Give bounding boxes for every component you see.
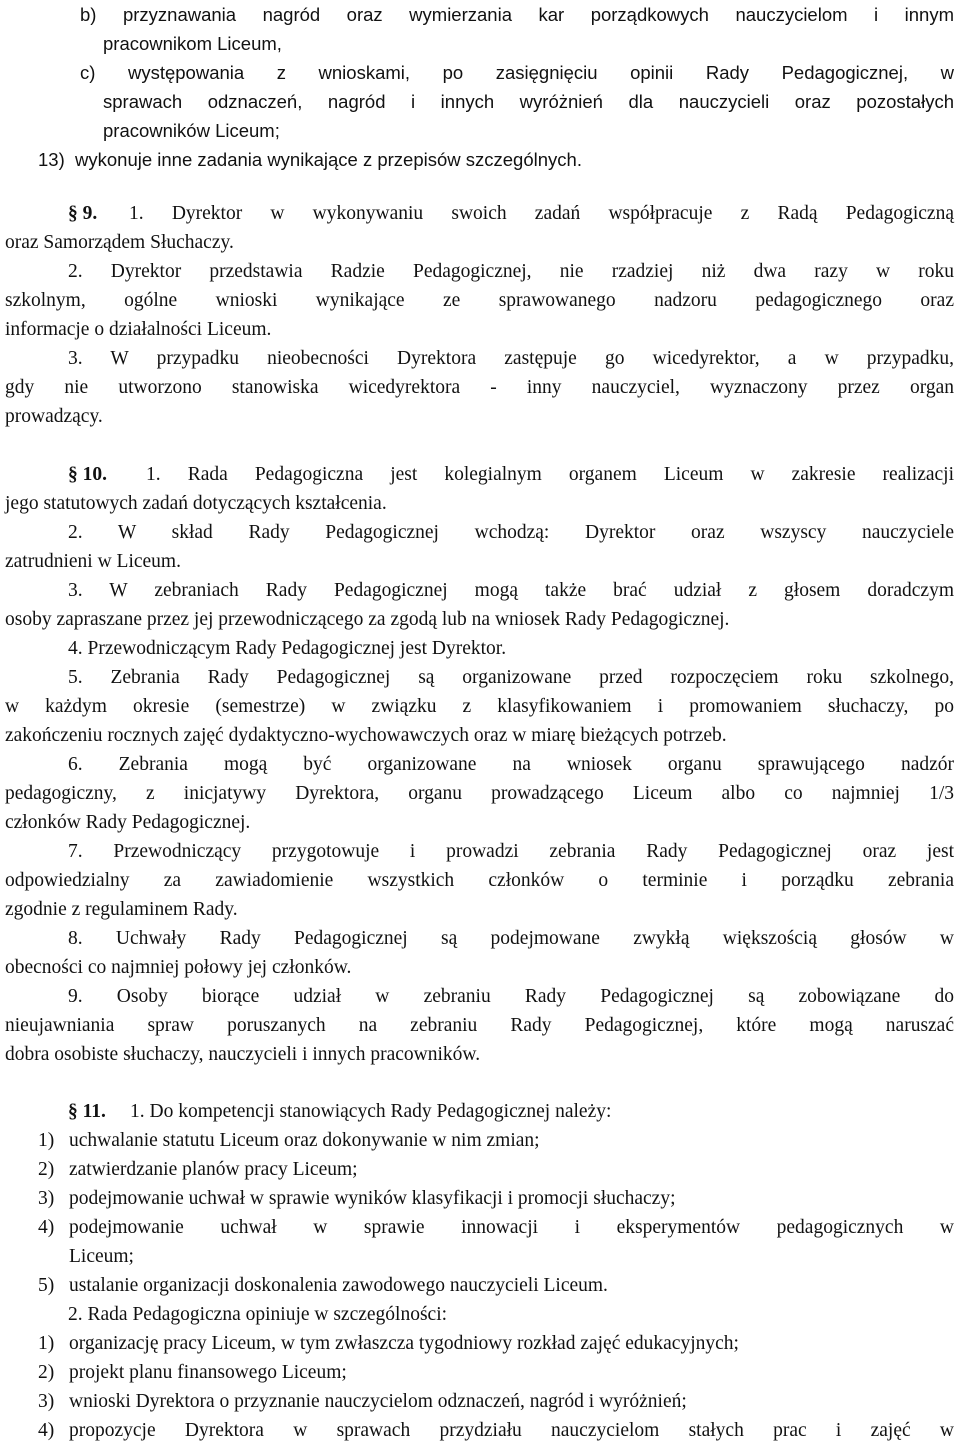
list-1-item-2-text: zatwierdzanie planów pracy Liceum; [69,1159,358,1180]
section-10-point-6-line-1: 6. Zebrania mogą być organizowane na wniosek organu sprawującego nadzór [68,754,954,775]
list-1-item-1-number: 1) [38,1130,55,1151]
section-10-point-8-line-2: obecności co najmniej połowy jej członków. [5,957,352,978]
section-9-point-1-line-1: 1. Dyrektor w wykonywaniu swoich zadań współpracuje z Radą Pedagogiczną [129,203,954,224]
section-10-point-9-line-1: 9. Osoby biorące udział w zebraniu Rady Pedagogicznej są zobowiązane do [68,986,954,1007]
list-2-item-2-text: projekt planu finansowego Liceum; [69,1362,347,1383]
p8-c-line-1: c) występowania z wnioskami, po zasięgnięciu opinii Rady Pedagogicznej, w [80,62,954,83]
section-10-point-2-line-2: zatrudnieni w Liceum. [5,551,181,572]
section-9-point-3-line-1: 3. W przypadku nieobecności Dyrektora zastępuje go wicedyrektor, a w przypadku, [68,348,954,369]
section-9-point-3-line-2: gdy nie utworzono stanowiska wicedyrektora - inny nauczyciel, wyznaczony przez organ [5,377,954,398]
p8-c-line-2: sprawach odznaczeń, nagród i innych wyróżnień dla nauczycieli oraz pozostałych [103,91,954,112]
section-10-point-1-line-2: jego statutowych zadań dotyczących kształcenia. [5,493,387,514]
section-10-point-7-line-1: 7. Przewodniczący przygotowuje i prowadzi zebrania Rady Pedagogicznej oraz jest [68,841,954,862]
section-10-point-5-line-3: zakończeniu rocznych zajęć dydaktyczno-wychowawczych oraz w miarę bieżących potrzeb. [5,725,727,746]
list-2-item-4-text: propozycje Dyrektora w sprawach przydziału nauczycielom stałych prac i zajęć w [69,1420,954,1441]
section-9-point-1-line-2: oraz Samorządem Słuchaczy. [5,232,234,253]
section-10-point-2-line-1: 2. W skład Rady Pedagogicznej wchodzą: Dyrektor oraz wszyscy nauczyciele [68,522,954,543]
p8-item-13-number: 13) [38,149,65,170]
list-1-item-4-text-line-1: podejmowanie uchwał w sprawie innowacji i eksperymentów pedagogicznych w [69,1217,954,1238]
section-10-point-7-line-3: zgodnie z regulaminem Rady. [5,899,238,920]
list-2-item-3-number: 3) [38,1391,55,1412]
section-10-point-9-line-2: nieujawniania spraw poruszanych na zebraniu Rady Pedagogicznej, które mogą naruszać [5,1015,954,1036]
list-2-item-3-text: wnioski Dyrektora o przyznanie nauczycielom odznaczeń, nagród i wyróżnień; [69,1391,687,1412]
list-2-item-1-number: 1) [38,1333,55,1354]
list-2-item-1-text: organizację pracy Liceum, w tym zwłaszcza tygodniowy rozkład zajęć edukacyjnych; [69,1333,739,1354]
list-1-item-4-number: 4) [38,1217,55,1238]
list-2-item-2-number: 2) [38,1362,55,1383]
p8-item-13-text: wykonuje inne zadania wynikające z przepisów szczególnych. [75,149,582,170]
list-1-item-3-text: podejmowanie uchwał w sprawie wyników klasyfikacji i promocji słuchaczy; [69,1188,676,1209]
section-10-point-5-line-1: 5. Zebrania Rady Pedagogicznej są organizowane przed rozpoczęciem roku szkolnego, [68,667,954,688]
section-10-point-6-line-2: pedagogiczny, z inicjatywy Dyrektora, organu prowadzącego Liceum albo co najmniej 1/3 [5,783,954,804]
section-10-point-8-line-1: 8. Uchwały Rady Pedagogicznej są podejmowane zwykłą większością głosów w [68,928,954,949]
section-10-point-6-line-3: członków Rady Pedagogicznej. [5,812,251,833]
list-1-item-5-number: 5) [38,1275,55,1296]
section-10-point-7-line-2: odpowiedzialny za zawiadomienie wszystkich członków o terminie i porządku zebrania [5,870,954,891]
section-9-point-2-line-1: 2. Dyrektor przedstawia Radzie Pedagogicznej, nie rzadziej niż dwa razy w roku [68,261,954,282]
section-9-point-3-line-3: prowadzący. [5,406,103,427]
section-9-point-2-line-2: szkolnym, ogólne wnioski wynikające ze sprawowanego nadzoru pedagogicznego oraz [5,290,954,311]
section-11-heading: § 11. [68,1101,106,1122]
section-11-point-2: 2. Rada Pedagogiczna opiniuje w szczególności: [68,1304,448,1325]
list-1-item-5-text: ustalanie organizacji doskonalenia zawodowego nauczycieli Liceum. [69,1275,608,1296]
section-10-point-3-line-2: osoby zapraszane przez jej przewodniczącego za zgodą lub na wniosek Rady Pedagogicznej. [5,609,730,630]
list-1-item-3-number: 3) [38,1188,55,1209]
section-9-point-2-line-3: informacje o działalności Liceum. [5,319,272,340]
section-10-heading: § 10. [68,464,107,485]
section-10-point-1-line-1: 1. Rada Pedagogiczna jest kolegialnym organem Liceum w zakresie realizacji [146,464,954,485]
list-1-item-1-text: uchwalanie statutu Liceum oraz dokonywanie w nim zmian; [69,1130,540,1151]
section-10-point-3-line-1: 3. W zebraniach Rady Pedagogicznej mogą także brać udział z głosem doradczym [68,580,954,601]
section-10-point-4: 4. Przewodniczącym Rady Pedagogicznej jest Dyrektor. [68,638,507,659]
p8-b-line-2: pracownikom Liceum, [103,33,282,54]
section-9-heading: § 9. [68,203,98,224]
section-11-point-1: 1. Do kompetencji stanowiących Rady Pedagogicznej należy: [130,1101,612,1122]
section-10-point-5-line-2: w każdym okresie (semestrze) w związku z klasyfikowaniem i promowaniem słuchaczy, po [5,696,954,717]
list-1-item-4-text-line-2: Liceum; [69,1246,134,1267]
p8-b-line-1: b) przyznawania nagród oraz wymierzania kar porządkowych nauczycielom i innym [80,4,954,25]
section-10-point-9-line-3: dobra osobiste słuchaczy, nauczycieli i innych pracowników. [5,1044,481,1065]
list-2-item-4-number: 4) [38,1420,55,1441]
list-1-item-2-number: 2) [38,1159,55,1180]
p8-c-line-3: pracowników Liceum; [103,120,280,141]
